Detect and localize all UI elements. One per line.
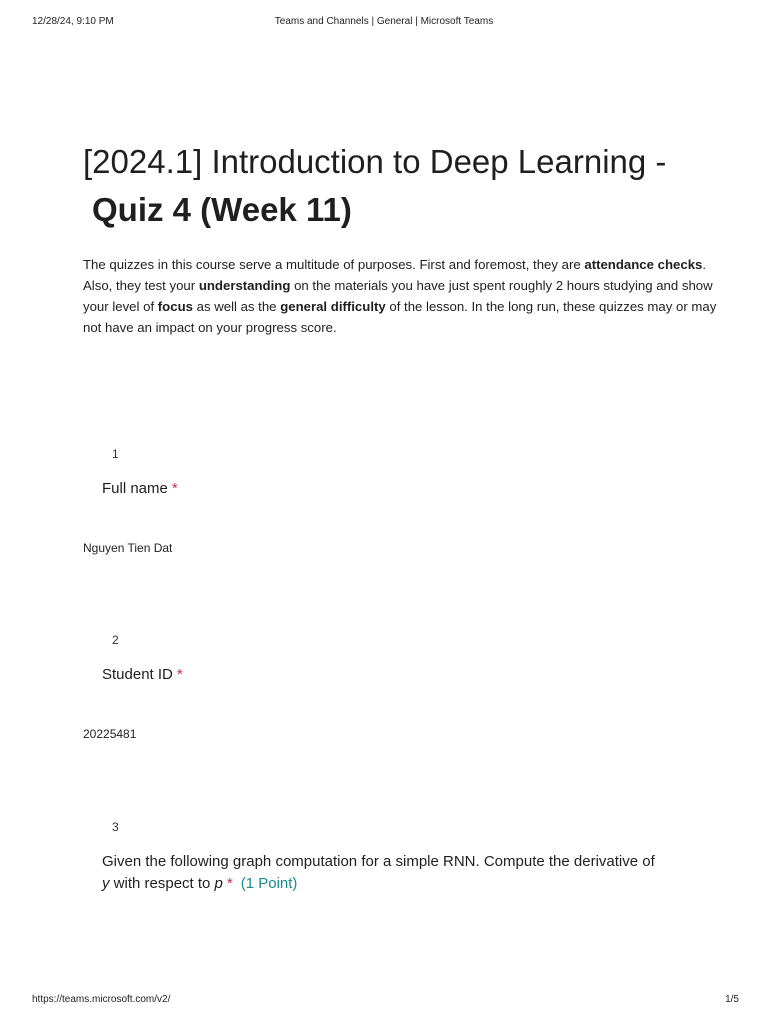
description-text: The quizzes in this course serve a multitude of purposes. First and foremost, they are [83,257,585,272]
description-bold-attendance: attendance checks [584,257,703,272]
description-bold-focus: focus [157,299,193,314]
question-number: 3 [112,820,119,834]
answer-student-id[interactable]: 20225481 [83,727,137,741]
question-label: Full name [102,480,168,497]
print-url: https://teams.microsoft.com/v2/ [32,994,171,1005]
question-label: Student ID [102,666,173,683]
form-title-line1: [2024.1] Introduction to Deep Learning - [83,143,667,180]
description-text: of the lesson. In the long run, these quizzes may or may not have an impact on your progress score. [83,299,717,335]
print-page-number: 1/5 [725,994,739,1005]
question-label: Given the following graph computation for a simple RNN. Compute the derivative of [102,853,655,870]
form-title [83,138,723,234]
print-header [0,16,768,36]
question-title-rnn-derivative [102,851,662,895]
question-label: with respect to [109,875,215,892]
print-footer [0,994,768,1014]
points-label: (1 Point) [240,875,298,892]
description-bold-understanding: understanding [198,278,291,293]
form-description [83,254,723,338]
required-mark: * [171,480,178,497]
required-mark: * [176,666,183,683]
description-text: on the materials you have just spent roughly 2 hours studying and show your level of [83,278,713,314]
variable-y: y [102,875,110,892]
print-page-title: Teams and Channels | General | Microsoft Teams [274,16,494,27]
question-number: 1 [112,447,119,461]
description-text: . Also, they test your [83,257,707,293]
question-title-full-name [102,478,662,500]
description-bold-difficulty: general difficulty [280,299,386,314]
question-title-student-id [102,664,662,686]
required-mark: * [226,875,233,892]
form-title-line2: Quiz 4 (Week 11) [92,191,352,228]
print-datetime: 12/28/24, 9:10 PM [32,16,114,27]
answer-full-name[interactable]: Nguyen Tien Dat [83,541,173,555]
description-text: as well as the [192,299,281,314]
question-number: 2 [112,633,119,647]
variable-p: p [214,875,223,892]
